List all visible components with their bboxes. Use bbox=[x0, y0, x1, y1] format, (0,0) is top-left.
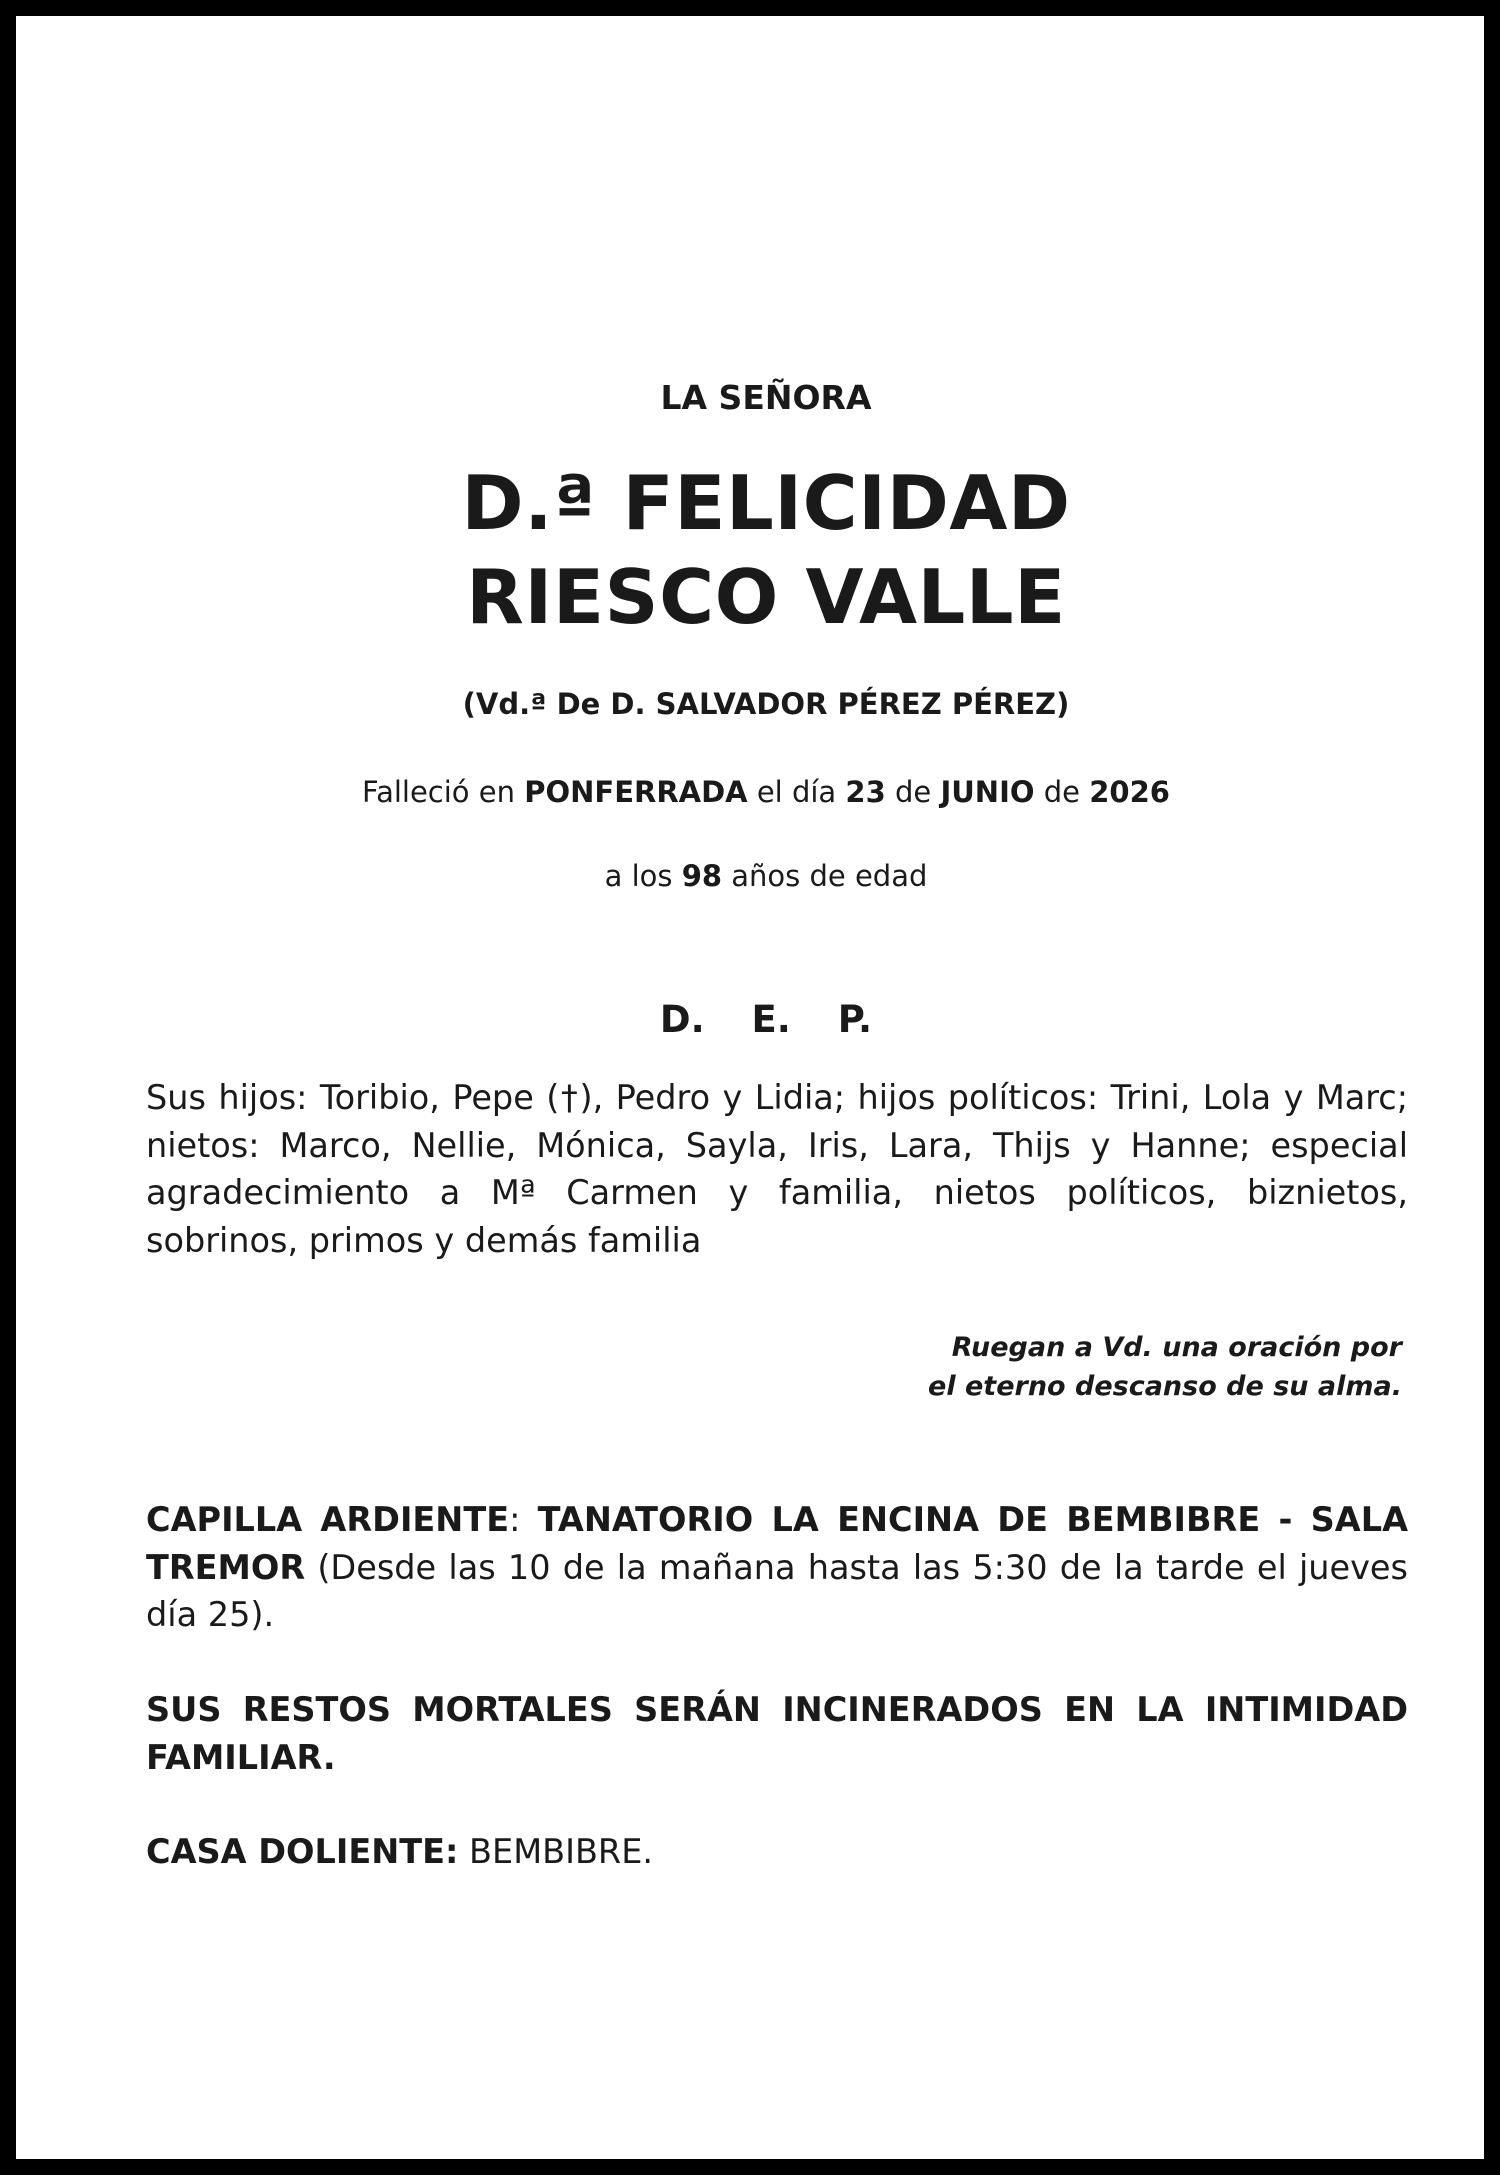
death-prefix: Falleció en bbox=[362, 775, 525, 809]
chapel-venue: TANATORIO LA ENCINA DE BEMBIBRE - SALA TREMOR bbox=[146, 1500, 1408, 1587]
age-statement bbox=[16, 856, 1500, 896]
prayer-line1: Ruegan a Vd. una oración por bbox=[951, 1332, 1402, 1363]
house-value: BEMBIBRE. bbox=[458, 1832, 654, 1871]
dep-initials: D. E. P. bbox=[659, 998, 873, 1041]
deceased-name bbox=[16, 456, 1500, 644]
family-paragraph: Sus hijos: Toribio, Pepe (†), Pedro y Lidia; hijos políticos: Trini, Lola y Marc; nietos: Marco, Nellie, Mónica, Sayla, Iris, Lara, Thijs y Hanne; especial agradecimiento a Mª Carmen y familia, nietos políticos, biznietos, sobrinos, primos y demás familia bbox=[146, 1078, 1408, 1260]
death-month-prefix: de bbox=[885, 775, 941, 809]
house-paragraph bbox=[146, 1828, 1408, 1876]
age-prefix: a los bbox=[604, 859, 682, 893]
widow-of: (Vd.ª De D. SALVADOR PÉREZ PÉREZ) bbox=[462, 687, 1070, 721]
death-day-prefix: el día bbox=[747, 775, 846, 809]
age-years: 98 bbox=[681, 859, 723, 893]
remains-paragraph bbox=[146, 1686, 1408, 1781]
house-label: CASA DOLIENTE: bbox=[146, 1832, 459, 1871]
heading: LA SEÑORA bbox=[660, 378, 872, 417]
remains-text: SUS RESTOS MORTALES SERÁN INCINERADOS EN LA INTIMIDAD FAMILIAR. bbox=[146, 1690, 1408, 1777]
chapel-label: CAPILLA ARDIENTE bbox=[146, 1500, 510, 1539]
deceased-name-line1: D.ª FELICIDAD bbox=[461, 459, 1071, 547]
death-statement bbox=[16, 772, 1500, 812]
death-year: 2026 bbox=[1089, 775, 1170, 809]
prayer-line2: el eterno descanso de su alma. bbox=[928, 1371, 1402, 1402]
death-month: JUNIO bbox=[940, 775, 1035, 809]
age-suffix: años de edad bbox=[722, 859, 928, 893]
prayer-request bbox=[796, 1328, 1402, 1406]
death-year-prefix: de bbox=[1034, 775, 1090, 809]
death-day: 23 bbox=[845, 775, 886, 809]
deceased-name-line2: RIESCO VALLE bbox=[466, 553, 1066, 641]
chapel-details: (Desde las 10 de la mañana hasta las 5:30 de la tarde el jueves día 25). bbox=[146, 1547, 1408, 1634]
death-place: PONFERRADA bbox=[524, 775, 748, 809]
chapel-paragraph bbox=[146, 1496, 1408, 1639]
chapel-separator: : bbox=[509, 1500, 538, 1539]
